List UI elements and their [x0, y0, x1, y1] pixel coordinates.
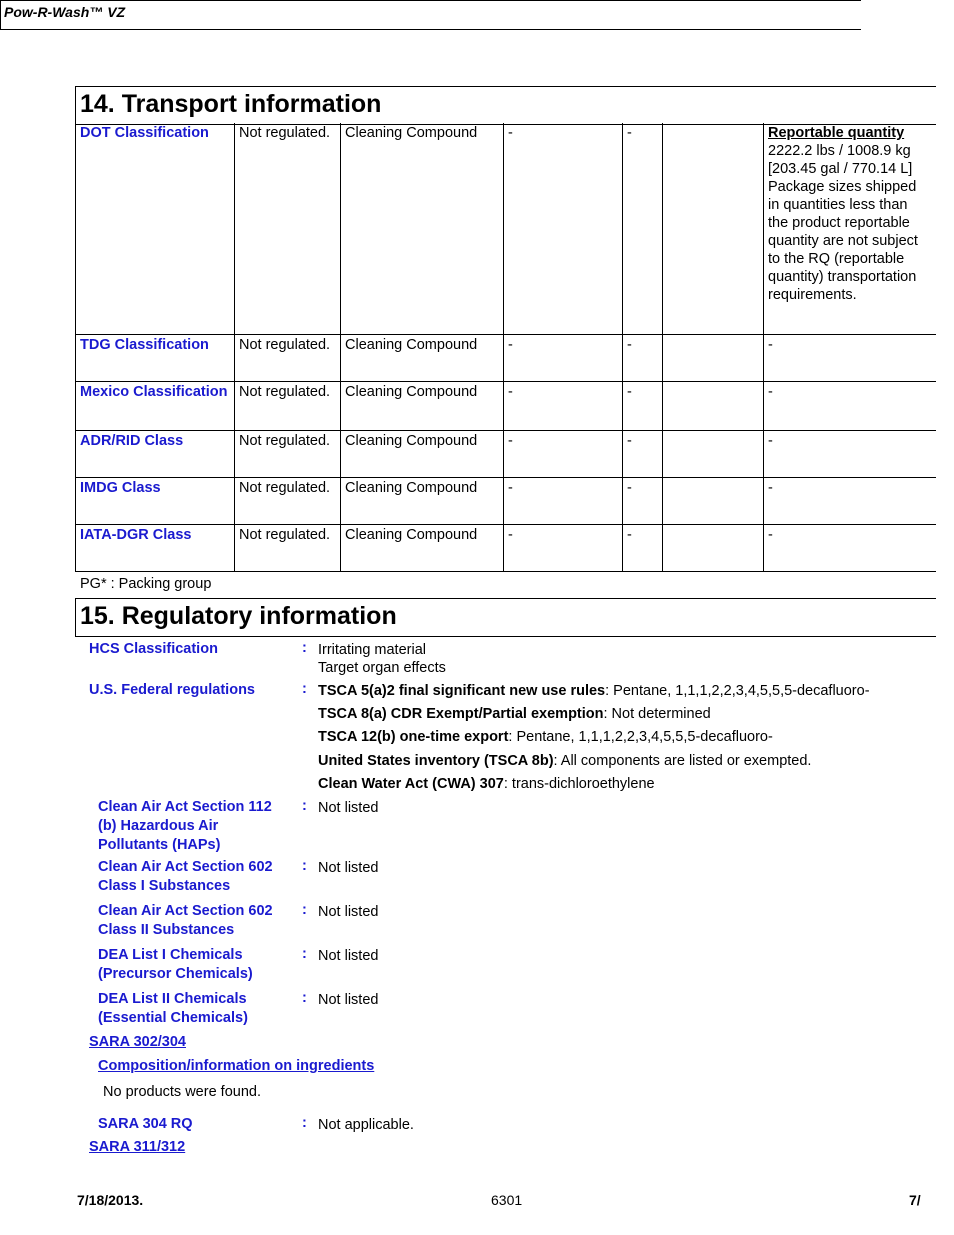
env-cell: [663, 430, 764, 477]
colon: :: [302, 902, 307, 918]
regulated-cell: Not regulated.: [235, 123, 341, 334]
dea-list2-label: DEA List II Chemicals (Essential Chemicals): [98, 991, 248, 1026]
row-label: IATA-DGR Class: [76, 524, 235, 571]
row-label: TDG Classification: [76, 334, 235, 381]
product-name: Pow-R-Wash™ VZ: [4, 4, 126, 20]
regulated-cell: Not regulated.: [235, 430, 341, 477]
colon: :: [302, 858, 307, 874]
caa-112-value: Not listed: [318, 800, 379, 816]
dea-list2-value: Not listed: [318, 992, 379, 1008]
hcs-value-line1: Irritating material: [318, 642, 426, 658]
transport-table: [75, 123, 936, 572]
caa-602-class2-label: Clean Air Act Section 602 Class II Substances: [98, 903, 273, 938]
env-cell: [663, 334, 764, 381]
shipping-name-cell: Cleaning Compound: [341, 524, 504, 571]
packing-group-footnote: PG* : Packing group: [80, 576, 212, 592]
class-cell: -: [504, 430, 623, 477]
additional-info-cell: -: [764, 430, 936, 477]
row-label: DOT Classification: [76, 123, 235, 334]
footer-date: 7/18/2013.: [77, 1192, 144, 1208]
federal-regulations-label: U.S. Federal regulations: [89, 682, 255, 698]
federal-item: Clean Water Act (CWA) 307: trans-dichloroethylene: [318, 776, 655, 792]
sara-311-312-heading: SARA 311/312: [89, 1139, 186, 1155]
table-row: [76, 477, 936, 524]
federal-item: United States inventory (TSCA 8b): All components are listed or exempted.: [318, 753, 812, 769]
federal-item: TSCA 8(a) CDR Exempt/Partial exemption: Not determined: [318, 706, 711, 722]
class-cell: -: [504, 381, 623, 430]
footer-code: 6301: [491, 1192, 523, 1208]
class-cell: -: [504, 524, 623, 571]
table-row: [76, 524, 936, 571]
composition-heading: Composition/information on ingredients: [98, 1058, 375, 1074]
colon: :: [302, 1115, 307, 1131]
additional-info-cell: -: [764, 524, 936, 571]
shipping-name-cell: Cleaning Compound: [341, 123, 504, 334]
table-row: [76, 430, 936, 477]
shipping-name-cell: Cleaning Compound: [341, 381, 504, 430]
no-products-text: No products were found.: [103, 1084, 261, 1100]
pg-cell: -: [623, 381, 663, 430]
regulated-cell: Not regulated.: [235, 381, 341, 430]
additional-info-cell: [764, 123, 936, 334]
row-label: Mexico Classification: [76, 381, 235, 430]
section-15-heading: 15. Regulatory information: [75, 598, 936, 637]
pg-cell: -: [623, 524, 663, 571]
row-label: IMDG Class: [76, 477, 235, 524]
additional-info-cell: -: [764, 381, 936, 430]
shipping-name-cell: Cleaning Compound: [341, 477, 504, 524]
colon: :: [302, 798, 307, 814]
colon: :: [302, 640, 307, 656]
hcs-classification-label: HCS Classification: [89, 641, 218, 657]
document-header: [0, 0, 861, 30]
hcs-value-line2: Target organ effects: [318, 660, 446, 676]
caa-602-class1-value: Not listed: [318, 860, 379, 876]
sara-302-304-heading: SARA 302/304: [89, 1034, 186, 1050]
caa-602-class1-label: Clean Air Act Section 602 Class I Substances: [98, 859, 273, 894]
row-label: ADR/RID Class: [76, 430, 235, 477]
colon: :: [302, 990, 307, 1006]
table-row: [76, 334, 936, 381]
regulated-cell: Not regulated.: [235, 524, 341, 571]
colon: :: [302, 681, 307, 697]
sara-304-rq-value: Not applicable.: [318, 1117, 414, 1133]
class-cell: -: [504, 123, 623, 334]
additional-info-cell: -: [764, 477, 936, 524]
caa-112-label: Clean Air Act Section 112 (b) Hazardous Air Pollutants (HAPs): [98, 799, 272, 853]
section-14-heading: 14. Transport information: [75, 86, 936, 125]
shipping-name-cell: Cleaning Compound: [341, 430, 504, 477]
reportable-quantity-heading: Reportable quantity: [768, 125, 905, 141]
env-cell: [663, 123, 764, 334]
class-cell: -: [504, 477, 623, 524]
pg-cell: -: [623, 477, 663, 524]
sara-304-rq-label: SARA 304 RQ: [98, 1116, 193, 1132]
table-row: [76, 123, 936, 334]
env-cell: [663, 524, 764, 571]
regulated-cell: Not regulated.: [235, 477, 341, 524]
pg-cell: -: [623, 334, 663, 381]
env-cell: [663, 477, 764, 524]
federal-item: TSCA 5(a)2 final significant new use rules: Pentane, 1,1,1,2,2,3,4,5,5,5-decafluoro-: [318, 683, 870, 699]
class-cell: -: [504, 334, 623, 381]
pg-cell: -: [623, 430, 663, 477]
footer-page: 7/: [909, 1192, 921, 1208]
colon: :: [302, 946, 307, 962]
env-cell: [663, 381, 764, 430]
dea-list1-value: Not listed: [318, 948, 379, 964]
caa-602-class2-value: Not listed: [318, 904, 379, 920]
dea-list1-label: DEA List I Chemicals (Precursor Chemicals): [98, 947, 253, 982]
additional-info-cell: -: [764, 334, 936, 381]
reportable-quantity-text: 2222.2 lbs / 1008.9 kg [203.45 gal / 770.14 L] Package sizes shipped in quantities less than the product reportable quantity are not subject to the RQ (reportable quantity) transportation requirements.: [768, 143, 918, 303]
regulated-cell: Not regulated.: [235, 334, 341, 381]
table-row: [76, 381, 936, 430]
shipping-name-cell: Cleaning Compound: [341, 334, 504, 381]
pg-cell: -: [623, 123, 663, 334]
federal-item: TSCA 12(b) one-time export: Pentane, 1,1,1,2,2,3,4,5,5,5-decafluoro-: [318, 729, 773, 745]
